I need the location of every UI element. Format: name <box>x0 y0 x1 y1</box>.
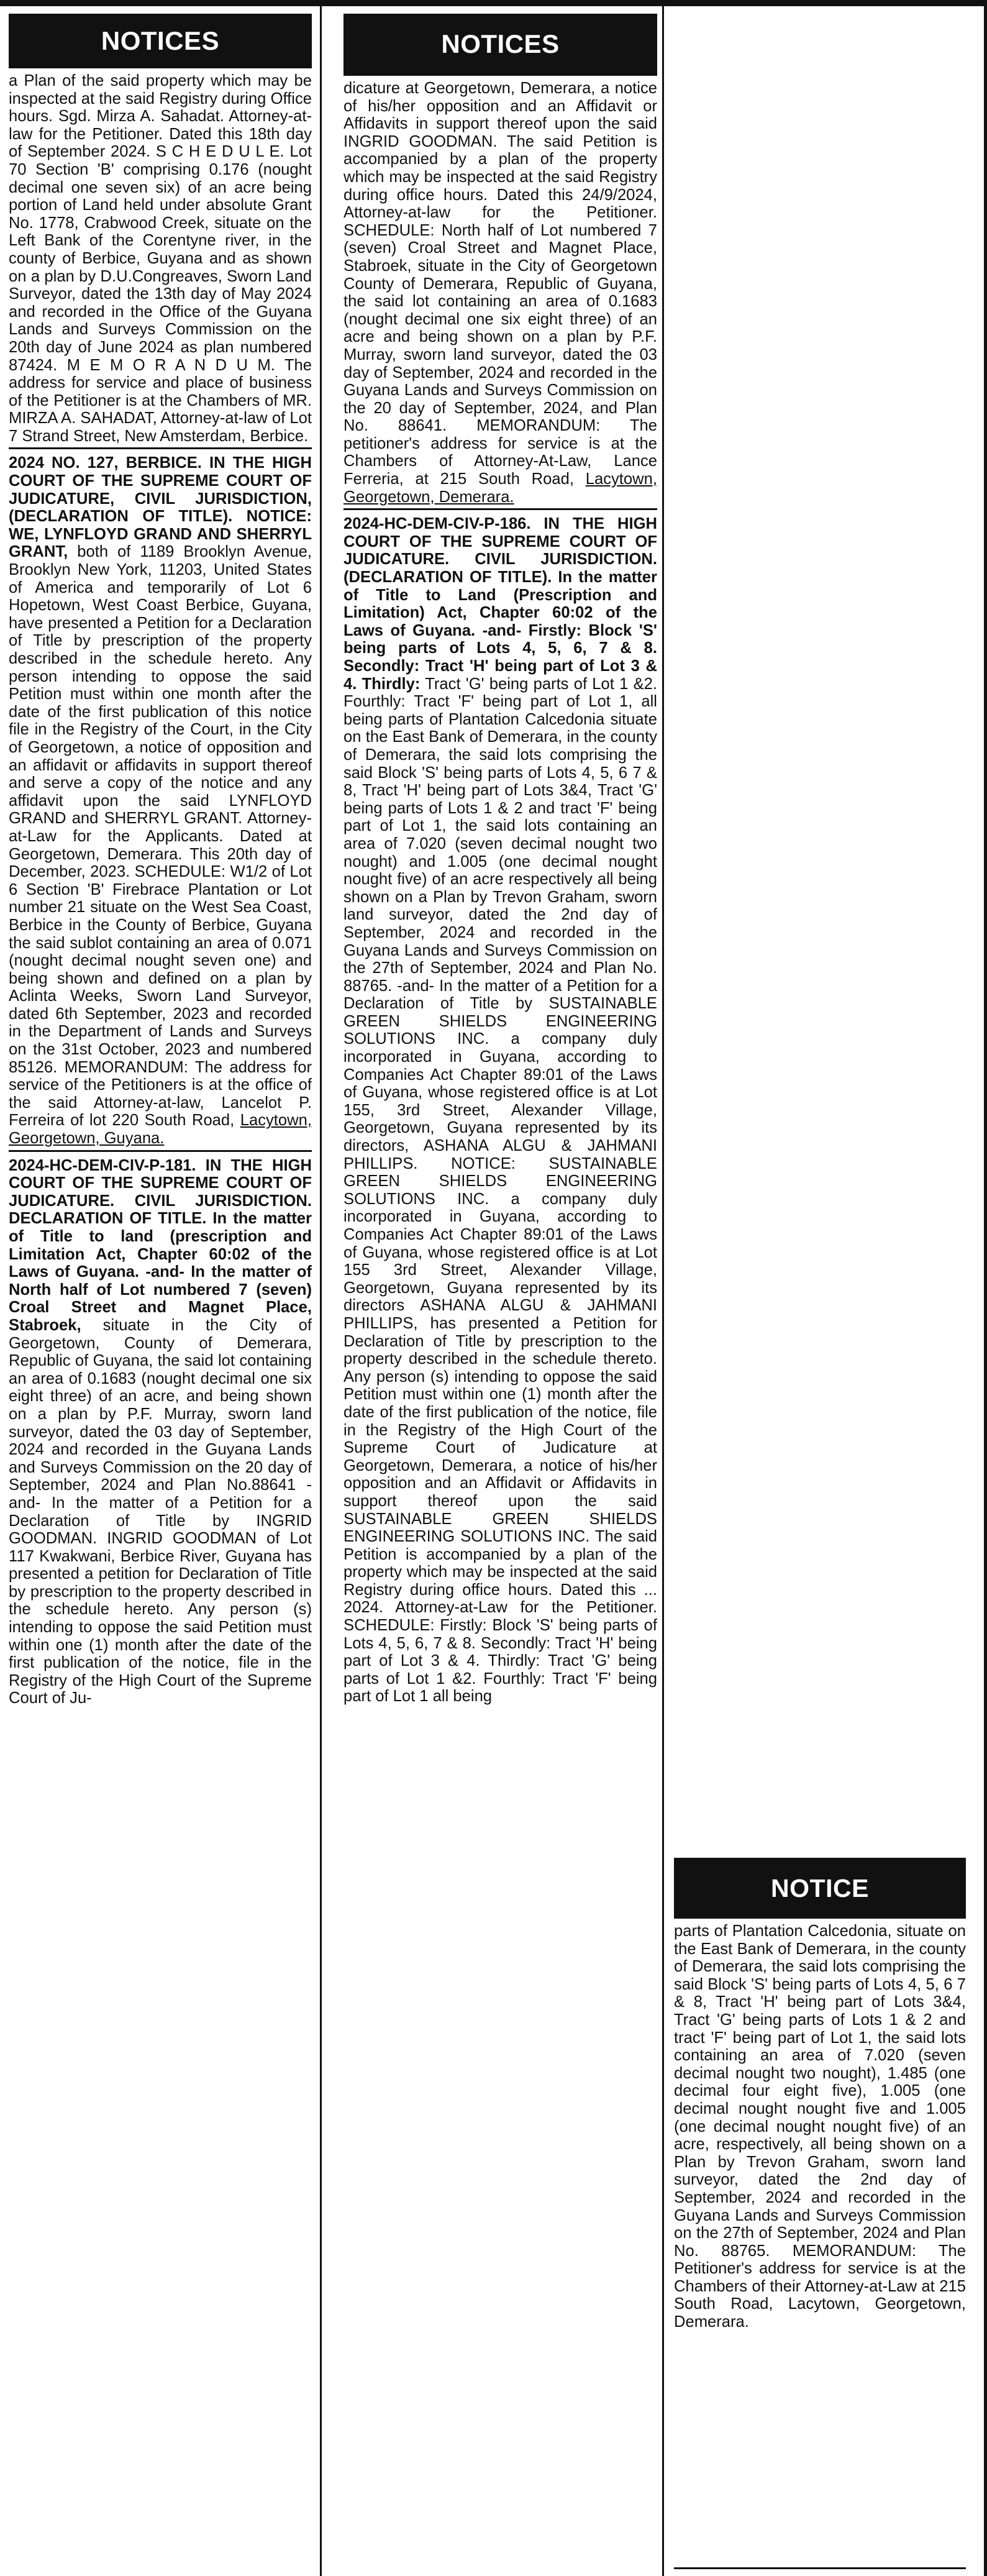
notice-closing-line: Lacytown, Georgetown, Guyana. <box>9 1112 312 1148</box>
notice-body: dicature at Georgetown, Demerara, a notice of his/her opposition and an Affidavit or Affidavits in support thereof upon the said INGRID GOODMAN. The said Petition is accompanied by a plan of the property which may be inspected at the said Registry during office hours. Dated this 24/9/2024, Attorney-at-law for the Petitioner. SCHEDULE: North half of Lot numbered 7 (seven) Croal Street and Magnet Place, Stabroek, situate in the City of Georgetown County of Demerara, Republic of Guyana, the said lot containing an area of 0.1683 (nought decimal one six eight three) of an acre and being shown on a plan by P.F. Murray, sworn land surveyor, dated the 03 day of September, 2024 and recorded in the Guyana Lands and Surveys Commission on the 20 day of September, 2024, and Plan No. 88641. MEMORANDUM: The petitioner's address for service is at the Chambers of Attorney-At-Law, Lance Ferreria, at 215 South Road, <box>343 80 657 488</box>
notice-2024-hc-dem-civ-p-181 <box>9 1157 312 1709</box>
notice-separator <box>9 447 312 449</box>
notice-body: parts of Plantation Calcedonia, situate on the East Bank of Demerara, in the county of Demerara, the said lots comprising the said Block 'S' being parts of Lots 4, 5, 6 7 & 8, Tract 'H' being part of Lots 3&4, Tract 'G' being parts of Lots 1 & 2 and tract 'F' being part of Lot 1, the said lots containing an area of 7.020 (seven decimal nought two nought), 1.485 (one decimal four eight five), 1.005 (one decimal nought nought five and 1.005 (one decimal nought nought five) of an acre, respectively, all being shown on a Plan by Trevon Graham, sworn land surveyor, dated the 2nd day of September, 2024 and recorded in the Guyana Lands and Surveys Commission on the 27th of September, 2024 and Plan No. 88765. MEMORANDUM: The Petitioner's address for service is at the Chambers of their Attorney-at-Law at 215 South Road, Lacytown, Georgetown, Demerara. <box>674 1922 966 2331</box>
column-3-bottom-rule <box>674 2567 966 2569</box>
column-3-header: NOTICE <box>674 1858 966 1919</box>
notice-body: Tract 'G' being parts of Lot 1 &2. Fourthly: Tract 'F' being part of Lot 1, all being parts of Plantation Calcedonia situate on the East Bank of Demerara, in the county of Demerara, the said lots comprising the said Block 'S' being parts of Lots 4, 5, 6 7 & 8, Tract 'H' being part of Lots 3&4, Tract 'G' being parts of Lots 1 & 2 and tract 'F' being part of Lot 1, the said lots containing an area of 7.020 (seven decimal nought two nought) and 1.005 (one decimal nought nought five) of an acre respectively all being shown on a Plan by Trevon Graham, sworn land surveyor, dated the 2nd day of September, 2024 and recorded in the Guyana Lands and Surveys Commission on the 27th of September, 2024 and Plan No. 88765. -and- In the matter of a Petition for a Declaration of Title by SUSTAINABLE GREEN SHIELDS ENGINEERING SOLUTIONS INC. a company duly incorporated in Guyana, according to Companies Act Chapter 89:01 of the Laws of Guyana, whose registered office is at Lot 155, 3rd Street, Alexander Village, Georgetown, Guyana represented by its directors, ASHANA ALGU & JAHMANI PHILLIPS. NOTICE: SUSTAINABLE GREEN SHIELDS ENGINEERING SOLUTIONS INC. a company duly incorporated in Guyana, according to Companies Act Chapter 89:01 of the Laws of Guyana, whose registered office is at Lot 155 3rd Street, Alexander Village, Georgetown, Guyana represented by its directors ASHANA ALGU & JAHMANI PHILLIPS, has presented a Petition for Declaration of Title by prescription to the property described in the schedule thereto. Any person (s) intending to oppose the said Petition must within one (1) month after the date of the first publication of the notice, file in the Registry of the High Court of the Supreme Court of Judicature at Georgetown, Demerara, a notice of his/her opposition and an Affidavit or Affidavits in support thereof upon the said SUSTAINABLE GREEN SHIELDS ENGINEERING SOLUTIONS INC. The said Petition is accompanied by a plan of the property which may be inspected at the said Registry during office hours. Dated this ... 2024. Attorney-at-Law for the Petitioner. SCHEDULE: Firstly: Block 'S' being parts of Lots 4, 5, 6, 7 & 8. Secondly: Tract 'H' being part of Lot 3 & 4. Thirdly: Tract 'G' being parts of Lot 1 &2. Fourthly: Tract 'F' being part of Lot 1 all being <box>343 675 658 1706</box>
column-divider-left <box>320 6 322 2576</box>
notice-separator <box>343 508 657 510</box>
notice-continuation-text <box>343 80 657 507</box>
notice-heading: 2024-HC-DEM-CIV-P-186. IN THE HIGH COURT OF THE SUPREME COURT OF JUDICATURE. CIVIL JURISDICTION. (DECLARATION OF TITLE). In the matter of Title to Land (Prescription and Limitation) Act, Chapter 60:02 of the Laws of Guyana. -and- Firstly: Block 'S' being parts of Lots 4, 5, 6, 7 & 8. Secondly: Tract 'H' being part of Lot 3 & 4. Thirdly: <box>343 515 657 693</box>
notices-column-1 <box>9 14 312 1709</box>
notice-2024-no-127 <box>9 454 312 1148</box>
notice-continuation-text <box>9 72 312 446</box>
notice-body: both of 1189 Brooklyn Avenue, Brooklyn New York, 11203, United States of America and temporarily of Lot 6 Hopetown, West Coast Berbice, Guyana, have presented a Petition for a Declaration of Title by prescription of the property described in the schedule hereto. Any person intending to oppose the said Petition must within one month after the date of the first publication of this notice file in the Registry of the Court, in the City of Georgetown, a notice of opposition and an affidavit or affidavits in support thereof and serve a copy of the notice and any affidavit upon the said LYNFLOYD GRAND and SHERRYL GRANT. Attorney-at-Law for the Applicants. Dated at Georgetown, Demerara. This 20th day of December, 2023. SCHEDULE: W1/2 of Lot 6 Section 'B' Firebrace Plantation or Lot number 21 situate on the West Sea Coast, Berbice in the County of Berbice, Guyana the said sublot containing an area of 0.071 (nought decimal nought seven one) and being shown and defined on a plan by Aclinta Weeks, Sworn Land Surveyor, dated 6th September, 2023 and recorded in the Department of Lands and Surveys on the 31st October, 2023 and numbered 85126. MEMORANDUM: The address for service of the Petitioners is at the office of the said Attorney-at-law, Lancelot P. Ferreira of lot 220 South Road, <box>9 543 312 1130</box>
page-edge-rule <box>984 6 987 2576</box>
notice-closing-line: Lacytown, Georgetown, Demerara. <box>343 470 657 506</box>
notice-body: situate in the City of Georgetown, County of Demerara, Republic of Guyana, the said lot containing an area of 0.1683 (nought decimal one six eight three) of an acre, and being shown on a plan by P.F. Murray, sworn land surveyor, dated the 03 day of September, 2024 and recorded in the Guyana Lands and Surveys Commission on the 20 day of September, 2024 and Plan No.88641 -and- In the matter of a Petition for a Declaration of Title by INGRID GOODMAN. INGRID GOODMAN of Lot 117 Kwakwani, Berbice River, Guyana has presented a petition for Declaration of Title by prescription to the property described in the schedule hereto. Any person (s) intending to oppose the said Petition must within one (1) month after the date of the first publication of the notice, file in the Registry of the High Court of the Supreme Court of Ju- <box>9 1316 312 1707</box>
notice-separator <box>9 1150 312 1152</box>
notices-column-2 <box>343 14 657 1707</box>
column-divider-right <box>662 6 664 2576</box>
notice-continuation-text <box>674 1922 966 2332</box>
column-2-header: NOTICES <box>343 14 657 76</box>
top-rule <box>0 0 987 6</box>
notice-heading: 2024 NO. 127, BERBICE. IN THE HIGH COURT OF THE SUPREME COURT OF JUDICATURE, CIVIL JURISDICTION, (DECLARATION OF TITLE). NOTICE: WE, LYNFLOYD GRAND AND SHERRYL GRANT, <box>9 454 312 561</box>
notice-2024-hc-dem-civ-p-186 <box>343 515 657 1707</box>
column-1-header: NOTICES <box>9 14 312 68</box>
notice-heading: 2024-HC-DEM-CIV-P-181. IN THE HIGH COURT OF THE SUPREME COURT OF JUDICATURE. CIVIL JURISDICTION. DECLARATION OF TITLE. In the matter of Title to land (prescription and Limitation Act, Chapter 60:02 of the Laws of Guyana. -and- In the matter of North half of Lot numbered 7 (seven) Croal Street and Magnet Place, Stabroek, <box>9 1156 312 1334</box>
notices-column-3 <box>674 1858 966 2332</box>
notice-body: a Plan of the said property which may be inspected at the said Registry during Office hours. Sgd. Mirza A. Sahadat. Attorney-at-law for the Petitioner. Dated this 18th day of September 2024. S C H E D U L E. Lot 70 Section 'B' comprising 0.176 (nought decimal one seven six) of an acre being portion of Land held under absolute Grant No. 1778, Crabwood Creek, situate on the Left Bank of the Corentyne river, in the county of Berbice, Guyana and as shown on a plan by D.U.Congreaves, Sworn Land Surveyor, dated the 13th day of May 2024 and recorded in the Office of the Guyana Lands and Surveys Commission on the 20th day of June 2024 as plan numbered 87424. M E M O R A N D U M. The address for service and place of business of the Petitioner is at the Chambers of MR. MIRZA A. SAHADAT, Attorney-at-law of Lot 7 Strand Street, New Amsterdam, Berbice. <box>9 72 312 445</box>
